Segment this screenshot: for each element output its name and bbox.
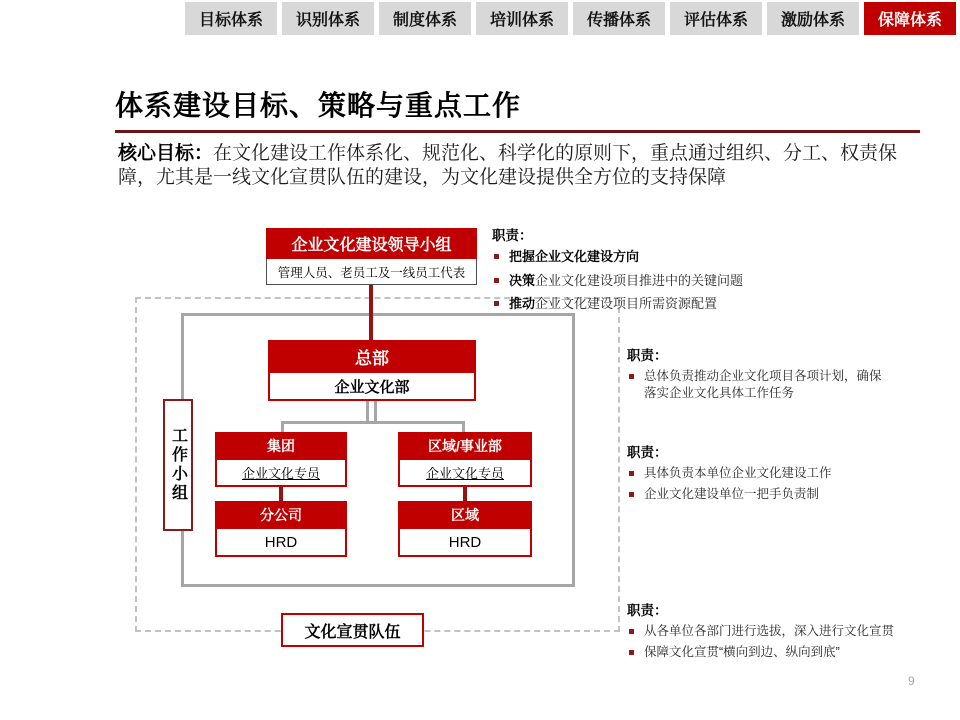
- duty-item-text: 保障文化宣贯“横向到边、纵向到底”: [644, 644, 840, 659]
- leadership-group-subtitle: 管理人员、老员工及一线员工代表: [266, 259, 477, 285]
- duty-heading: 职责：: [627, 348, 668, 363]
- duty-item: [492, 248, 784, 266]
- work-group-vertical-label: 工作小组: [163, 399, 193, 531]
- duty-heading: 职责：: [627, 603, 668, 618]
- tab-incentive-system[interactable]: 激励体系: [767, 2, 859, 35]
- branch-company-box: [215, 501, 347, 557]
- headquarters-subtitle: 企业文化部: [268, 373, 476, 401]
- duty-item: [627, 368, 885, 402]
- team-duties-block: [627, 599, 899, 665]
- tab-identification-system[interactable]: 识别体系: [282, 2, 374, 35]
- bullet-square-icon: [629, 629, 634, 634]
- bullet-square-icon: [629, 374, 634, 379]
- core-goal-label: 核心目标: [118, 143, 195, 164]
- region-title: 区域: [398, 501, 532, 529]
- duty-item-bold: 推动: [509, 296, 536, 312]
- core-goal-text: 在文化建设工作体系化、规范化、科学化的原则下，重点通过组织、分工、权责保障，尤其是一线文化宣贯队伍的建设，为文化建设提供全方位的支持保障: [118, 143, 898, 189]
- tab-communication-system[interactable]: 传播体系: [573, 2, 665, 35]
- group-subtitle: 企业文化专员: [215, 460, 347, 487]
- leadership-group-title: 企业文化建设领导小组: [266, 228, 477, 259]
- duty-item-text: 企业文化建设项目推进中的关键问题: [535, 272, 744, 288]
- group-title: 集团: [215, 432, 347, 460]
- duty-item-text: 企业文化建设项目所需资源配置: [535, 296, 718, 312]
- duty-item: [627, 623, 899, 640]
- tab-target-system[interactable]: 目标体系: [185, 2, 277, 35]
- bullet-square-icon: [494, 254, 499, 259]
- duty-item-text: 具体负责本单位企业文化建设工作: [644, 466, 832, 480]
- core-goal-separator: ：: [194, 143, 214, 164]
- duty-item: [627, 644, 899, 661]
- duty-heading: 职责：: [492, 228, 533, 243]
- hq-stem-line-right: [374, 401, 377, 422]
- bullet-square-icon: [629, 492, 634, 497]
- duty-item: [492, 272, 784, 290]
- duty-item-bold: 决策: [509, 272, 536, 288]
- page-title: 体系建设目标、策略与重点工作: [115, 90, 522, 121]
- tab-guarantee-system[interactable]: 保障体系: [864, 2, 956, 35]
- branch-company-title: 分公司: [215, 501, 347, 529]
- bullet-square-icon: [494, 278, 499, 283]
- duty-item-text: 企业文化建设单位一把手负责制: [644, 486, 820, 501]
- duty-item: [492, 295, 784, 313]
- page-number: 9: [908, 674, 915, 688]
- hq-duties-block: [627, 344, 885, 406]
- duty-item-text: 从各单位各部门进行选拔，深入进行文化宣贯: [644, 624, 895, 638]
- headquarters-title: 总部: [268, 340, 476, 373]
- culture-propaganda-team-label: 文化宣贯队伍: [281, 613, 424, 647]
- region-subtitle: HRD: [398, 529, 532, 557]
- leader-to-hq-connector: [369, 285, 373, 340]
- duty-item-text: 总体负责推动企业文化项目各项计划，确保落实企业文化具体工作任务: [644, 369, 882, 400]
- tab-institution-system[interactable]: 制度体系: [379, 2, 471, 35]
- region-division-subtitle: 企业文化专员: [398, 460, 532, 487]
- group-to-branch-connector: [279, 487, 283, 501]
- group-box: [215, 432, 347, 487]
- branch-company-subtitle: HRD: [215, 529, 347, 557]
- bullet-square-icon: [494, 301, 499, 306]
- title-underline: [115, 130, 920, 133]
- bullet-square-icon: [629, 471, 634, 476]
- tab-evaluation-system[interactable]: 评估体系: [670, 2, 762, 35]
- region-division-title: 区域/事业部: [398, 432, 532, 460]
- system-tab-bar: [185, 2, 956, 35]
- leadership-group-box: [266, 228, 477, 285]
- regiondiv-to-region-connector: [463, 487, 467, 501]
- region-box: [398, 501, 532, 557]
- region-division-box: [398, 432, 532, 487]
- headquarters-box: [268, 340, 476, 401]
- leader-duties-block: [492, 224, 784, 319]
- tab-training-system[interactable]: 培训体系: [476, 2, 568, 35]
- hq-stem-line-left: [366, 401, 369, 422]
- duty-heading: 职责：: [627, 445, 668, 460]
- duty-item: [627, 465, 899, 482]
- duty-item: [627, 486, 899, 503]
- duty-item-bold: 把握企业文化建设方向: [509, 249, 640, 264]
- unit-duties-block: [627, 441, 899, 507]
- bullet-square-icon: [629, 650, 634, 655]
- core-goal-paragraph: [118, 142, 920, 191]
